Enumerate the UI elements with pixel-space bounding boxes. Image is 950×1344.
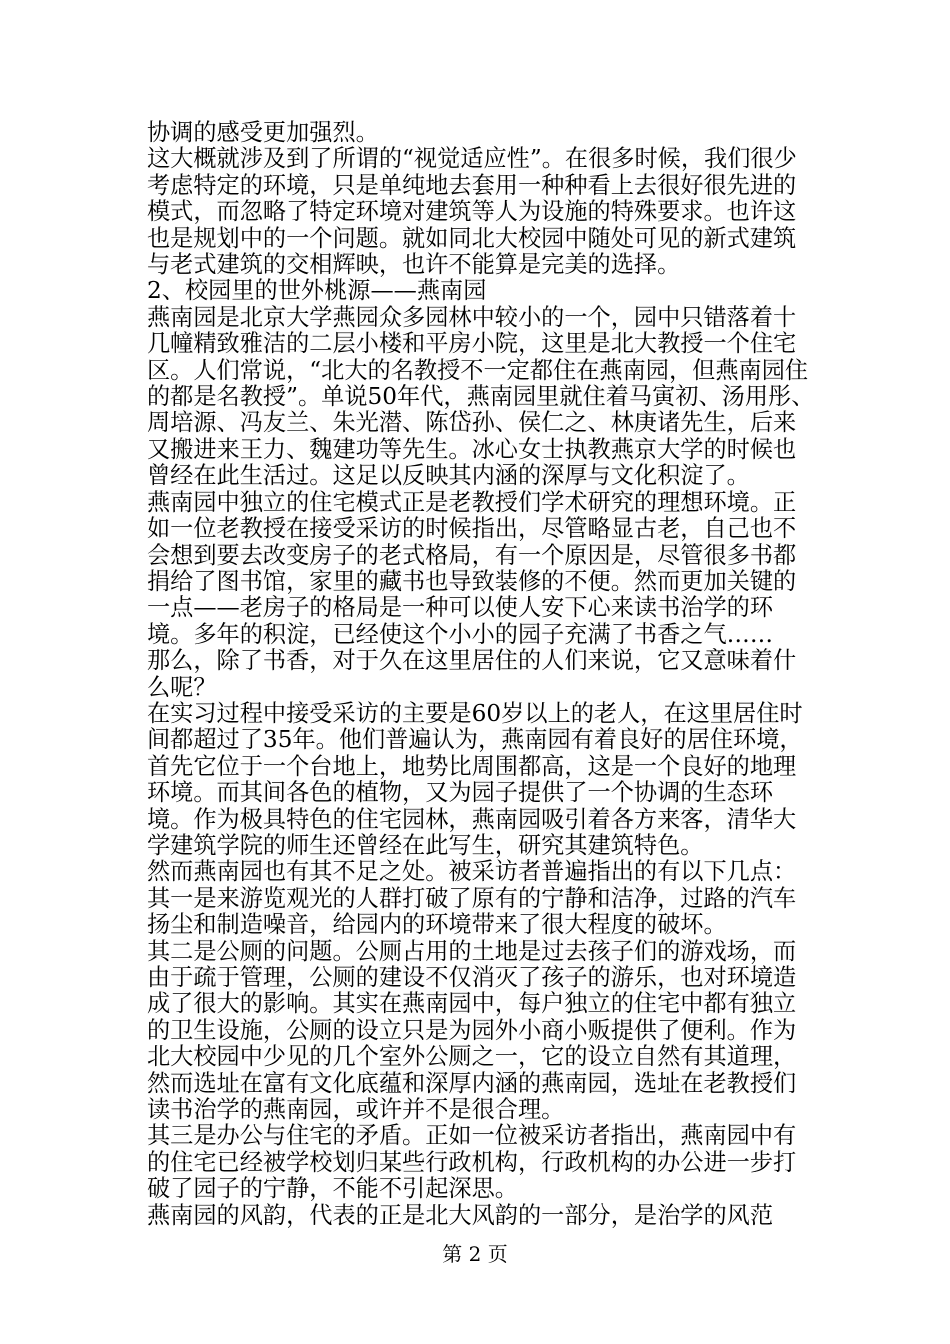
- paragraph-residence-model: 燕南园中独立的住宅模式正是老教授们学术研究的理想环境。正如一位老教授在接受采访的时候指出，尽管略显古老，自己也不会想到要去改变房子的老式格局，有一个原因是，尽管很多书都捐给了图书馆，家里的藏书也导致装修的不便。然而更加关键的一点——老房子的格局是一种可以使人安下心来读书治学的环境。多年的积淀，已经使这个小小的园子充满了书香之气……: [147, 488, 797, 648]
- paragraph-closing: 燕南园的风韵，代表的正是北大风韵的一部分，是治学的风范: [147, 1201, 774, 1229]
- paragraph-question: 那么，除了书香，对于久在这里居住的人们来说，它又意味着什么呢？: [147, 647, 797, 701]
- paragraph-point-two: 其二是公厕的问题。公厕占用的土地是过去孩子们的游戏场，而由于疏于管理，公厕的建设不仅消灭了孩子的游乐，也对环境造成了很大的影响。其实在燕南园中，每户独立的住宅中都有独立的卫生设施，公厕的设立只是为园外小商小贩提供了便利。作为北大校园中少见的几个室外公厕之一，它的设立自然有其道理，然而选址在富有文化底蕴和深厚内涵的燕南园，选址在老教授们读书治学的燕南园，或许并不是很合理。: [147, 937, 797, 1124]
- page-number: 第 2 页: [442, 1242, 508, 1266]
- paragraph-interviews: 在实习过程中接受采访的主要是60岁以上的老人，在这里居住时间都超过了35年。他们普遍认为，燕南园有着良好的居住环境，首先它位于一个台地上，地势比周围都高，这是一个良好的地理环境。而其间各色的植物，又为园子提供了一个协调的生态环境。作为极具特色的住宅园林，燕南园吸引着各方来客，清华大学建筑学院的师生还曾经在此写生，研究其建筑特色。: [147, 699, 803, 859]
- paragraph-point-three: 其三是办公与住宅的矛盾。正如一位被采访者指出，燕南园中有的住宅已经被学校划归某些行政机构，行政机构的办公进一步打破了园子的宁静，不能不引起深思。: [147, 1122, 797, 1203]
- paragraph-visual-adaptability: 这大概就涉及到了所谓的“视觉适应性”。在很多时候，我们很少考虑特定的环境，只是单纯地去套用一种种看上去很好很先进的模式，而忽略了特定环境对建筑等人为设施的特殊要求。也许这也是规划中的一个问题。就如同北大校园中随处可见的新式建筑与老式建筑的交相辉映，也许不能算是完美的选择。: [147, 145, 797, 279]
- paragraph-point-one: 其一是来游览观光的人群打破了原有的宁静和洁净，过路的汽车扬尘和制造噪音，给园内的环境带来了很大程度的破坏。: [147, 884, 797, 939]
- section-heading: 2、校园里的世外桃源——燕南园: [147, 277, 487, 305]
- paragraph-shortcomings: 然而燕南园也有其不足之处。被采访者普遍指出的有以下几点：: [147, 858, 797, 886]
- paragraph-yannan-intro: 燕南园是北京大学燕园众多园林中较小的一个，园中只错落着十几幢精致雅洁的二层小楼和平房小院，这里是北大教授一个住宅区。人们常说，“北大的名教授不一定都住在燕南园，但燕南园住的都是名教授”。单说50年代，燕南园里就住着马寅初、汤用彤、周培源、冯友兰、朱光潜、陈岱孙、侯仁之、林庚诸先生，后来又搬进来王力、魏建功等先生。冰心女士执教燕京大学的时候也曾经在此生活过。这足以反映其内涵的深厚与文化积淀了。: [147, 303, 815, 490]
- paragraph-continuation: 协调的感受更加强烈。: [147, 119, 379, 146]
- document-body: [147, 120, 817, 1229]
